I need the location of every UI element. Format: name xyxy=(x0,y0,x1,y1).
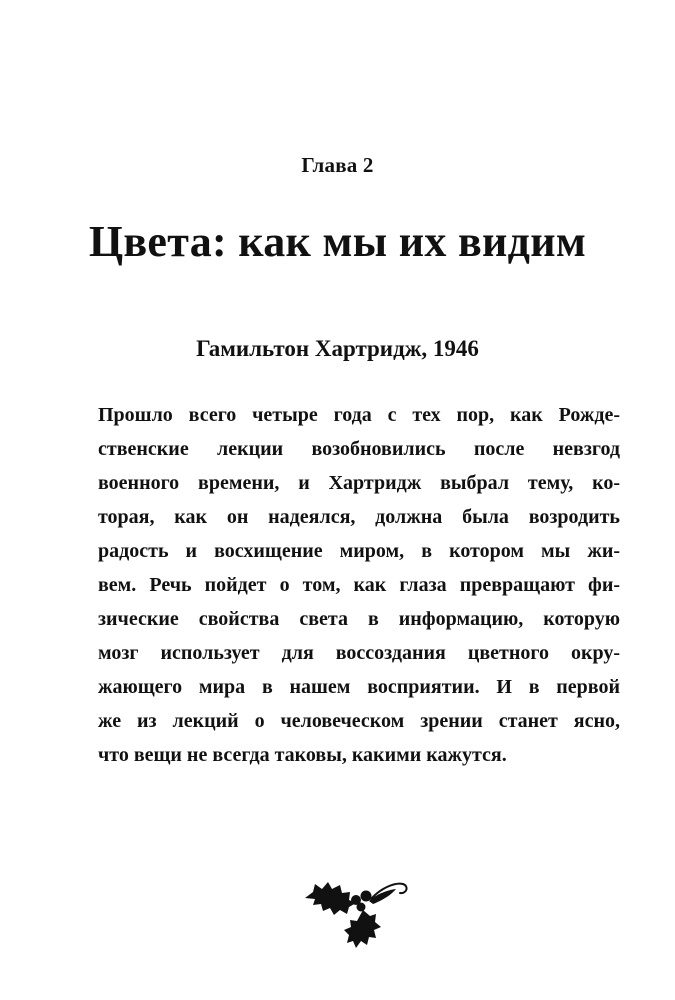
intro-line: зические свойства света в информацию, которую xyxy=(98,608,620,630)
intro-line: военного времени, и Хартридж выбрал тему, ко- xyxy=(98,472,620,494)
intro-line: что вещи не всегда таковы, какими кажутся. xyxy=(98,744,507,766)
intro-line: торая, как он надеялся, должна была возродить xyxy=(98,506,620,528)
intro-line: жающего мира в нашем восприятии. И в первой xyxy=(98,676,620,698)
holly-icon xyxy=(303,872,413,960)
lecture-author-year: Гамильтон Хартридж, 1946 xyxy=(196,336,479,361)
intro-line: вем. Речь пойдет о том, как глаза превращают фи- xyxy=(98,574,620,596)
intro-line: мозг использует для воссоздания цветного окру- xyxy=(98,642,620,664)
intro-line: Прошло всего четыре года с тех пор, как Рожде- xyxy=(98,404,620,426)
chapter-title: Цвета: как мы их видим xyxy=(88,217,587,266)
intro-line: радость и восхищение миром, в котором мы жи- xyxy=(98,540,620,562)
intro-line: же из лекций о человеческом зрении станет ясно, xyxy=(98,710,620,732)
chapter-label: Глава 2 xyxy=(301,153,374,177)
intro-line: ственские лекции возобновились после невзгод xyxy=(98,438,620,460)
intro-paragraph xyxy=(98,398,620,772)
